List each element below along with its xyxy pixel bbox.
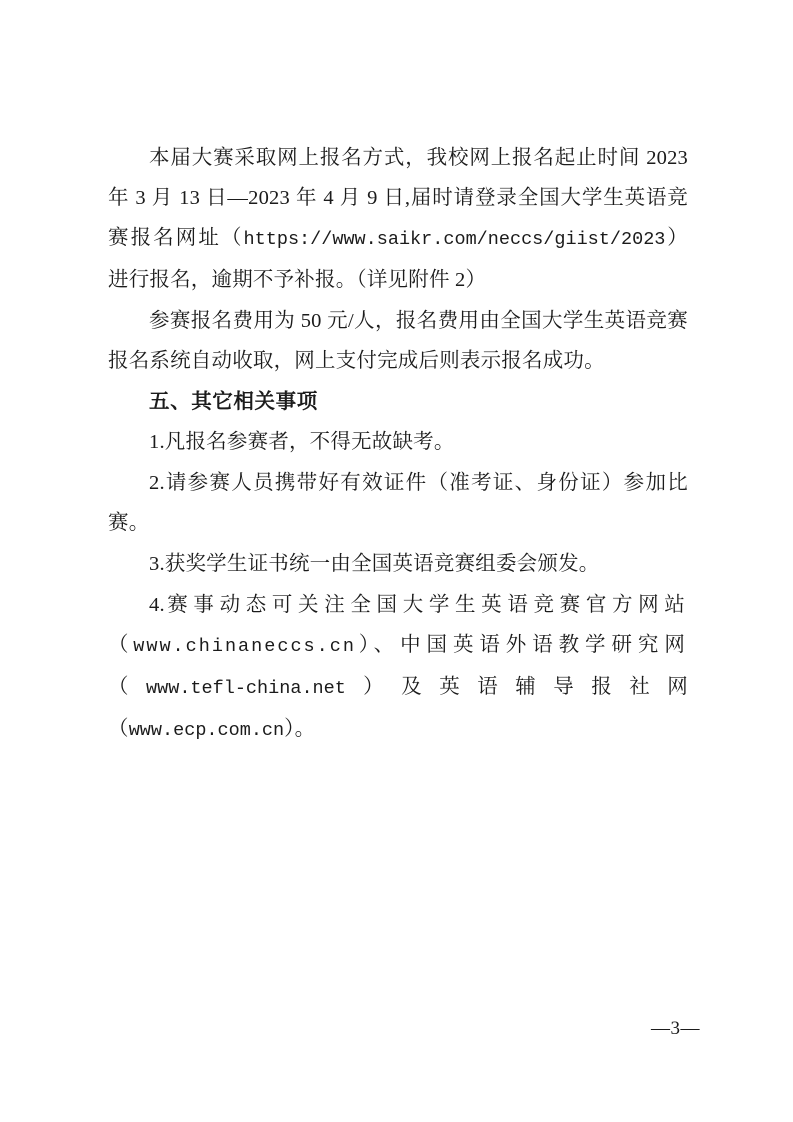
item-number: 4. bbox=[149, 594, 165, 616]
url-ecp: www.ecp.com.cn bbox=[128, 720, 285, 741]
text-run: 日,届时请登录全国大学生英语竞赛报名网址（ bbox=[108, 187, 689, 249]
document-body bbox=[108, 138, 688, 752]
fee-amount: 50 bbox=[300, 310, 322, 332]
date-year-start: 2023 bbox=[646, 147, 688, 169]
list-item-1 bbox=[108, 422, 688, 462]
list-item-4 bbox=[108, 585, 688, 751]
text-run: 、中国英语外语教学研究网 bbox=[373, 634, 689, 656]
text-run: 本届大赛采取网上报名方式，我校网上报名起止时间 bbox=[149, 147, 647, 169]
list-item-2 bbox=[108, 463, 688, 543]
text-run: ）进行报名，逾期不予补报。（详见附件 bbox=[108, 227, 688, 291]
date-month-end: 4 bbox=[323, 187, 334, 209]
text-run: 年 bbox=[289, 187, 324, 209]
date-day-start: 13 bbox=[179, 187, 201, 209]
url-chinaneccs: www.chinaneccs.cn bbox=[133, 636, 356, 657]
item-number: 2. bbox=[149, 472, 165, 494]
text-run: ） bbox=[355, 634, 374, 656]
registration-url: https://www.saikr.com/neccs/giist/2023 bbox=[243, 229, 666, 250]
text-run: 请参赛人员携带好有效证件（准考证、身份证）参加比赛。 bbox=[108, 472, 688, 534]
text-run: 获奖学生证书统一由全国英语竞赛组委会颁发。 bbox=[164, 553, 600, 575]
item-number: 1. bbox=[149, 431, 165, 453]
text-run: ）。 bbox=[284, 718, 316, 740]
text-run: ） bbox=[465, 269, 487, 291]
paragraph-fee bbox=[108, 301, 688, 381]
date-year-end: 2023 bbox=[248, 187, 290, 209]
text-run: 月 bbox=[333, 187, 368, 209]
text-run: 年 bbox=[108, 187, 136, 209]
text-run: 凡报名参赛者，不得无故缺考。 bbox=[164, 431, 455, 453]
section-heading: 五、其它相关事项 bbox=[149, 391, 318, 413]
item-number: 3. bbox=[149, 553, 165, 575]
url-tefl-china: www.tefl-china.net bbox=[146, 678, 346, 699]
text-run: （ bbox=[108, 676, 147, 698]
text-run: 赛事动态可关注全国大学生英语竞赛官方网站 bbox=[164, 594, 688, 616]
text-run: 参赛报名费用为 bbox=[149, 310, 301, 332]
date-day-end: 9 bbox=[367, 187, 378, 209]
date-month-start: 3 bbox=[135, 187, 146, 209]
text-run: 日— bbox=[200, 187, 249, 209]
text-run: （ bbox=[108, 634, 134, 656]
text-run: 月 bbox=[145, 187, 180, 209]
text-run: 元/人，报名费用由全国大学生英语竞赛报名系统自动收取，网上支付完成后则表示报名成功。 bbox=[108, 310, 688, 372]
list-item-3 bbox=[108, 544, 688, 584]
text-run: ）及英语辅导报社网（ bbox=[108, 676, 688, 740]
paragraph-online-registration bbox=[108, 138, 688, 300]
page-number: —3— bbox=[651, 1018, 700, 1039]
attachment-number: 2 bbox=[454, 269, 466, 291]
